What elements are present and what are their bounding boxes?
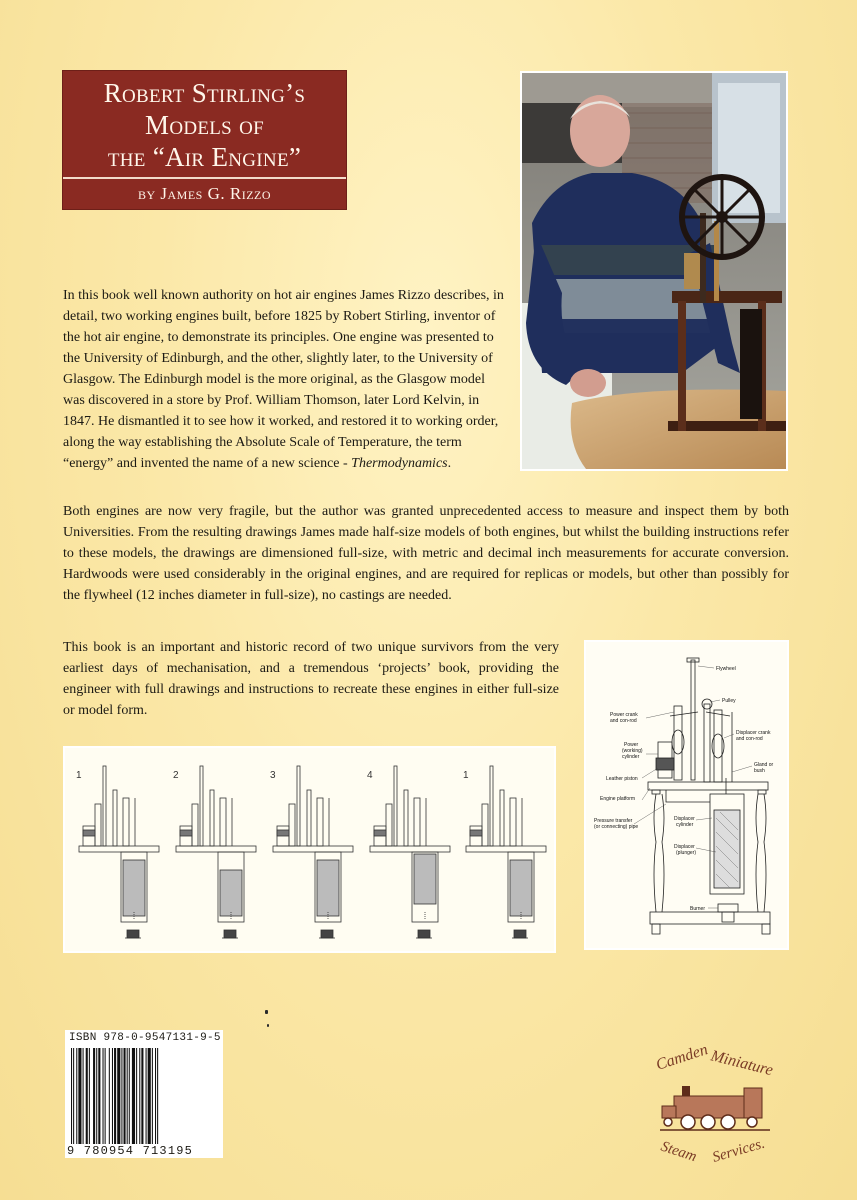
engine-position-drawing (273, 766, 353, 938)
barcode-bars (69, 1048, 219, 1144)
barcode-bar (109, 1048, 110, 1144)
locomotive-icon (660, 1086, 770, 1130)
label-displacer-cylinder-2: cylinder (676, 822, 694, 828)
label-pressure-pipe-2: (or connecting) pipe (594, 824, 639, 830)
engine-labeled-diagram (584, 640, 789, 950)
sequence-label-3: 3 (270, 770, 276, 781)
barcode-bar (121, 1048, 122, 1144)
label-displacer-1: Displacer (674, 844, 695, 850)
barcode-bar (152, 1048, 153, 1144)
barcode-bar (103, 1048, 104, 1144)
barcode-bar (96, 1048, 97, 1144)
barcode-bar (83, 1048, 84, 1144)
barcode-bar (93, 1048, 95, 1144)
barcode-digits: 9 780954 713195 (67, 1144, 221, 1158)
barcode-bar (112, 1048, 113, 1144)
title-line-1: Robert Stirling’s (103, 78, 306, 108)
label-displacer-crank-2: and con-rod (736, 736, 763, 742)
logo-word-camden: Camden (653, 1041, 710, 1074)
sequence-label-4: 4 (367, 770, 373, 781)
print-speck (267, 1024, 269, 1027)
barcode-bar (73, 1048, 74, 1144)
label-displacer-crank-1: Displacer crank (736, 730, 771, 736)
label-burner: Burner (690, 906, 706, 912)
book-author: by James G. Rizzo (137, 184, 272, 203)
engines-paragraph: Both engines are now very fragile, but the author was granted unprecedented access to measure and inspect them by both Universities. From the resulting drawings James made half-size models of both engines, but whilst the building instructions refer to these models, the drawings are dimensioned full-size, with metric and decimal inch measurements for accurate conversion. Hardwoods were used considerably in the original engines, and are required for replicas or models, but other than possibly for the flywheel (12 inches diameter in full-size), no castings are needed. (63, 504, 789, 603)
barcode-bar (132, 1048, 135, 1144)
logo-word-miniature: Miniature (709, 1047, 775, 1080)
camden-miniature-steam-logo (652, 1040, 782, 1170)
label-displacer-cylinder-1: Displacer (674, 816, 695, 822)
isbn-barcode (65, 1030, 223, 1158)
barcode-bar (86, 1048, 88, 1144)
barcode-bar (129, 1048, 130, 1144)
barcode-bar (105, 1048, 106, 1144)
barcode-bar (155, 1048, 156, 1144)
barcode-bar (76, 1048, 77, 1144)
label-power-crank-2: and con-rod (610, 718, 637, 724)
label-pressure-pipe-1: Pressure transfer (594, 818, 633, 824)
record-paragraph: This book is an important and historic record of two unique survivors from the very earliest days of mechanisation, and a tremendous ‘projects’ book, providing the engineer with full drawings and instructions to recreate these engines in either full-size or model form. (63, 640, 559, 718)
title-line-2: Models of (145, 110, 264, 140)
barcode-bar (148, 1048, 151, 1144)
label-power-cylinder-3: cylinder (622, 754, 640, 760)
sequence-label-2: 2 (173, 770, 179, 781)
barcode-bar (146, 1048, 147, 1144)
intro-end: . (447, 456, 452, 471)
title-line-3: the “Air Engine” (107, 142, 302, 172)
barcode-bar (98, 1048, 100, 1144)
barcode-bar (141, 1048, 143, 1144)
barcode-bar (127, 1048, 128, 1144)
intro-paragraph (63, 285, 508, 474)
engine-position-drawing (79, 766, 159, 938)
barcode-bar (114, 1048, 116, 1144)
sequence-drawings (65, 748, 554, 951)
label-gland-2: bush (754, 768, 765, 774)
barcode-bar (124, 1048, 126, 1144)
barcode-bar (117, 1048, 120, 1144)
label-power-crank-1: Power crank (610, 712, 638, 718)
logo-word-services: Services. (710, 1135, 767, 1166)
label-power-cylinder-1: Power (624, 742, 639, 748)
label-displacer-2: (plunger) (676, 850, 697, 856)
sequence-label-1: 1 (76, 770, 82, 781)
label-leather-piston: Leather piston (606, 776, 638, 782)
label-power-cylinder-2: (working) (622, 748, 643, 754)
label-gland-1: Gland or (754, 762, 774, 768)
engine-position-drawing (466, 766, 546, 938)
intro-text: In this book well known authority on hot air engines James Rizzo describes, in detail, two working engines built, before 1825 by Robert Stirling, inventor of the hot air engine, to demonstrate its principles. One engine was presented to the University of Edinburgh, and the other, slightly later, to the University of Glasgow. The Edinburgh model is the more original, as the Glasgow model was discovered in a store by Prof. William Thomson, later Lord Kelvin, in 1847. He dismantled it to see how it worked, and restored it to working order, along the way establishing the Absolute Scale of Temperature, the term “energy” and invented the name of a new science - (63, 288, 504, 471)
label-engine-platform: Engine platform (600, 796, 636, 802)
intro-italic-term: Thermodynamics (351, 456, 448, 471)
barcode-bar (78, 1048, 81, 1144)
barcode-bar (136, 1048, 137, 1144)
sequence-label-5: 1 (463, 770, 469, 781)
label-pulley: Pulley (722, 698, 736, 704)
author-with-engine-photo (520, 71, 788, 471)
engine-position-drawing (176, 766, 256, 938)
title-block (63, 71, 346, 209)
print-speck (265, 1010, 268, 1014)
barcode-bar (139, 1048, 140, 1144)
isbn-label: ISBN 978-0-9547131-9-5 (69, 1032, 221, 1044)
barcode-bar (157, 1048, 158, 1144)
logo-word-steam: Steam (658, 1138, 699, 1166)
book-title (63, 71, 346, 177)
barcode-bar (89, 1048, 90, 1144)
engine-cycle-sequence (63, 746, 556, 953)
engine-position-drawing (370, 766, 450, 938)
barcode-bar (71, 1048, 72, 1144)
label-flywheel: Flywheel (716, 666, 736, 672)
